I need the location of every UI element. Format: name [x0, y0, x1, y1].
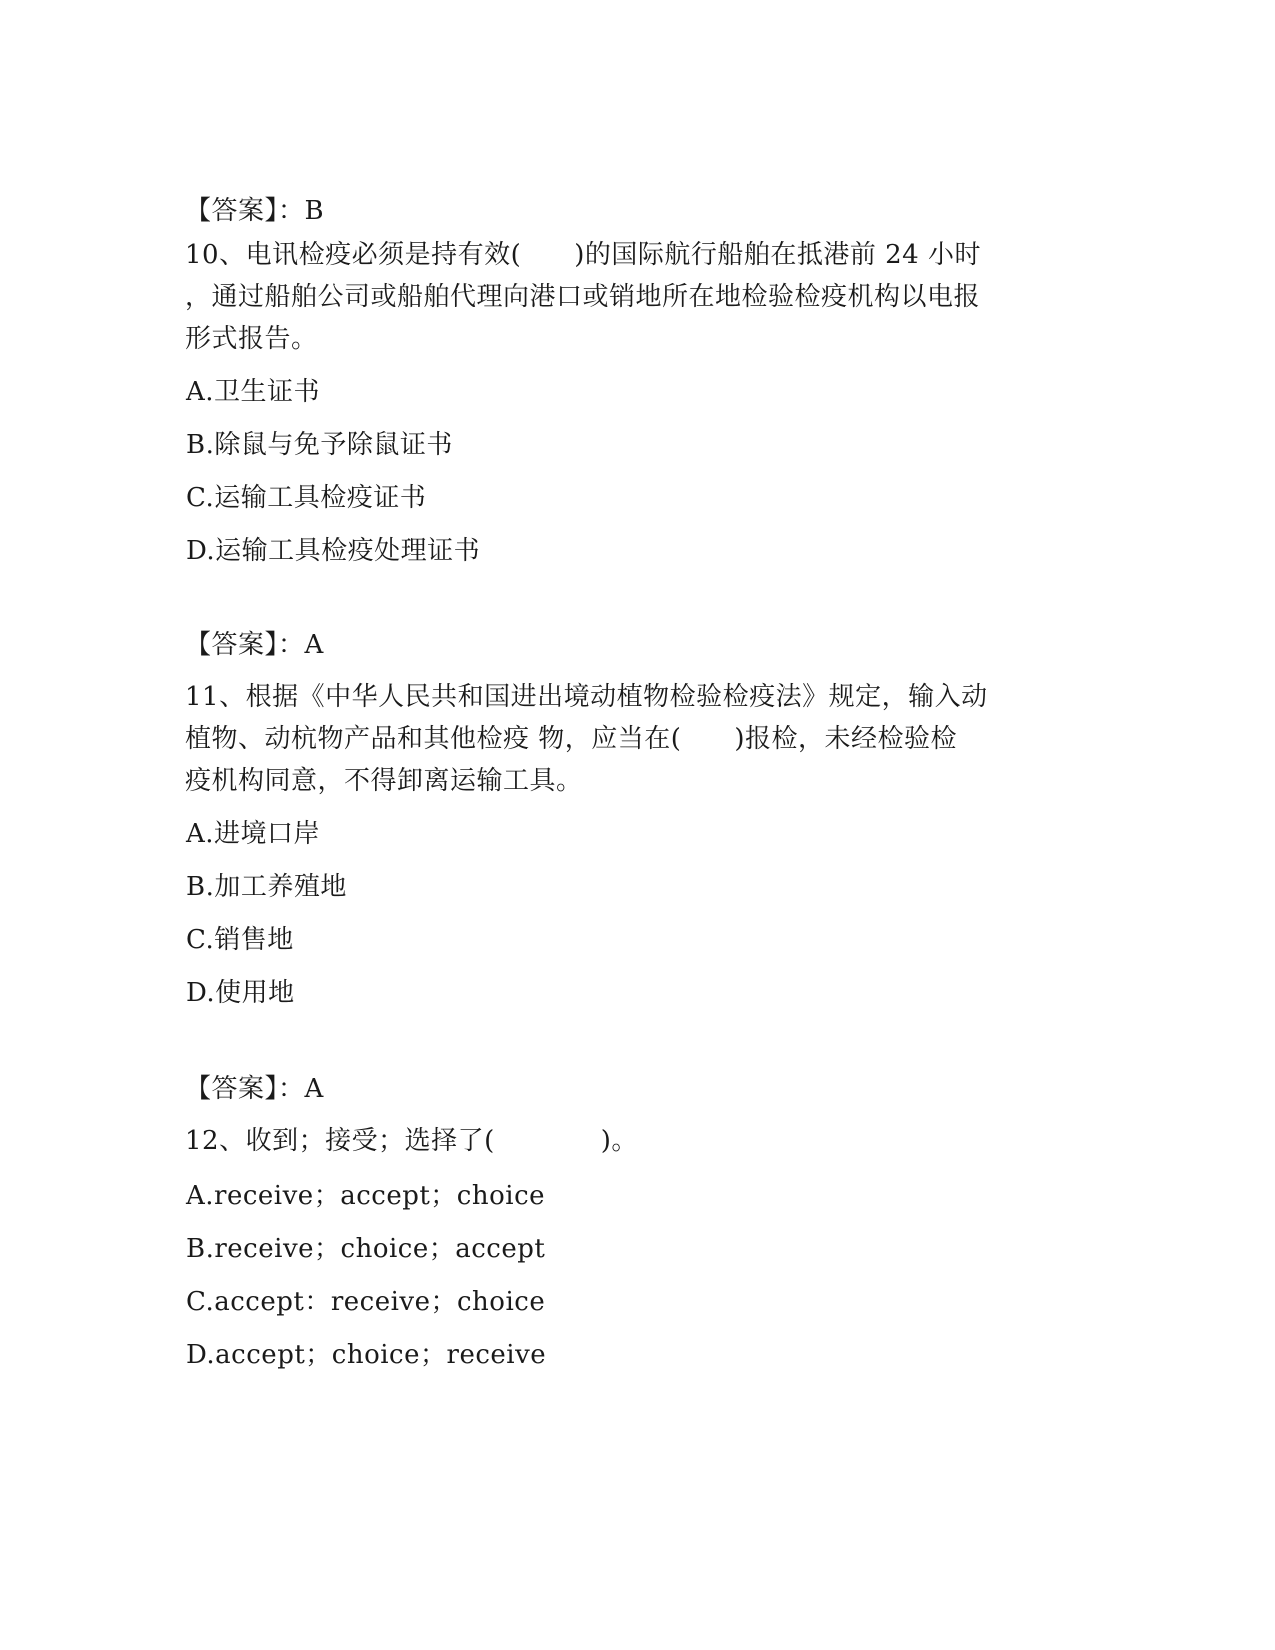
answer-label: 【答案】：A [185, 630, 324, 660]
option-a: A.receive；accept；choice [186, 1181, 546, 1211]
option-b: B.receive；choice；accept [186, 1234, 546, 1264]
question-text-continued: ，通过船舶公司或船舶代理向港口或销地所在地检验检疫机构以电报 [185, 282, 981, 312]
option-c: C.销售地 [186, 925, 294, 955]
question-text: 11、根据《中华人民共和国进出境动植物检验检疫法》规定，输入动 [185, 682, 988, 712]
question-text: 10、电讯检疫必须是持有效( )的国际航行船舶在抵港前 24 小时 [185, 240, 981, 270]
question-text-continued: 植物、动杭物产品和其他检疫 物，应当在( )报检，未经检验检 [185, 724, 958, 754]
question-text-continued: 形式报告。 [185, 324, 318, 354]
option-d: D.运输工具检疫处理证书 [186, 536, 481, 566]
option-d: D.使用地 [186, 978, 295, 1008]
answer-label: 【答案】：A [185, 1074, 324, 1104]
option-a: A.卫生证书 [186, 377, 321, 407]
option-b: B.除鼠与免予除鼠证书 [186, 430, 453, 460]
question-text: 12、收到；接受；选择了( )。 [185, 1126, 638, 1156]
option-d: D.accept；choice；receive [186, 1340, 547, 1370]
option-c: C.运输工具检疫证书 [186, 483, 427, 513]
option-c: C.accept：receive；choice [186, 1287, 546, 1317]
answer-label: 【答案】：B [185, 196, 325, 226]
question-text-continued: 疫机构同意，不得卸离运输工具。 [185, 766, 583, 796]
option-b: B.加工养殖地 [186, 872, 347, 902]
option-a: A.进境口岸 [186, 819, 321, 849]
